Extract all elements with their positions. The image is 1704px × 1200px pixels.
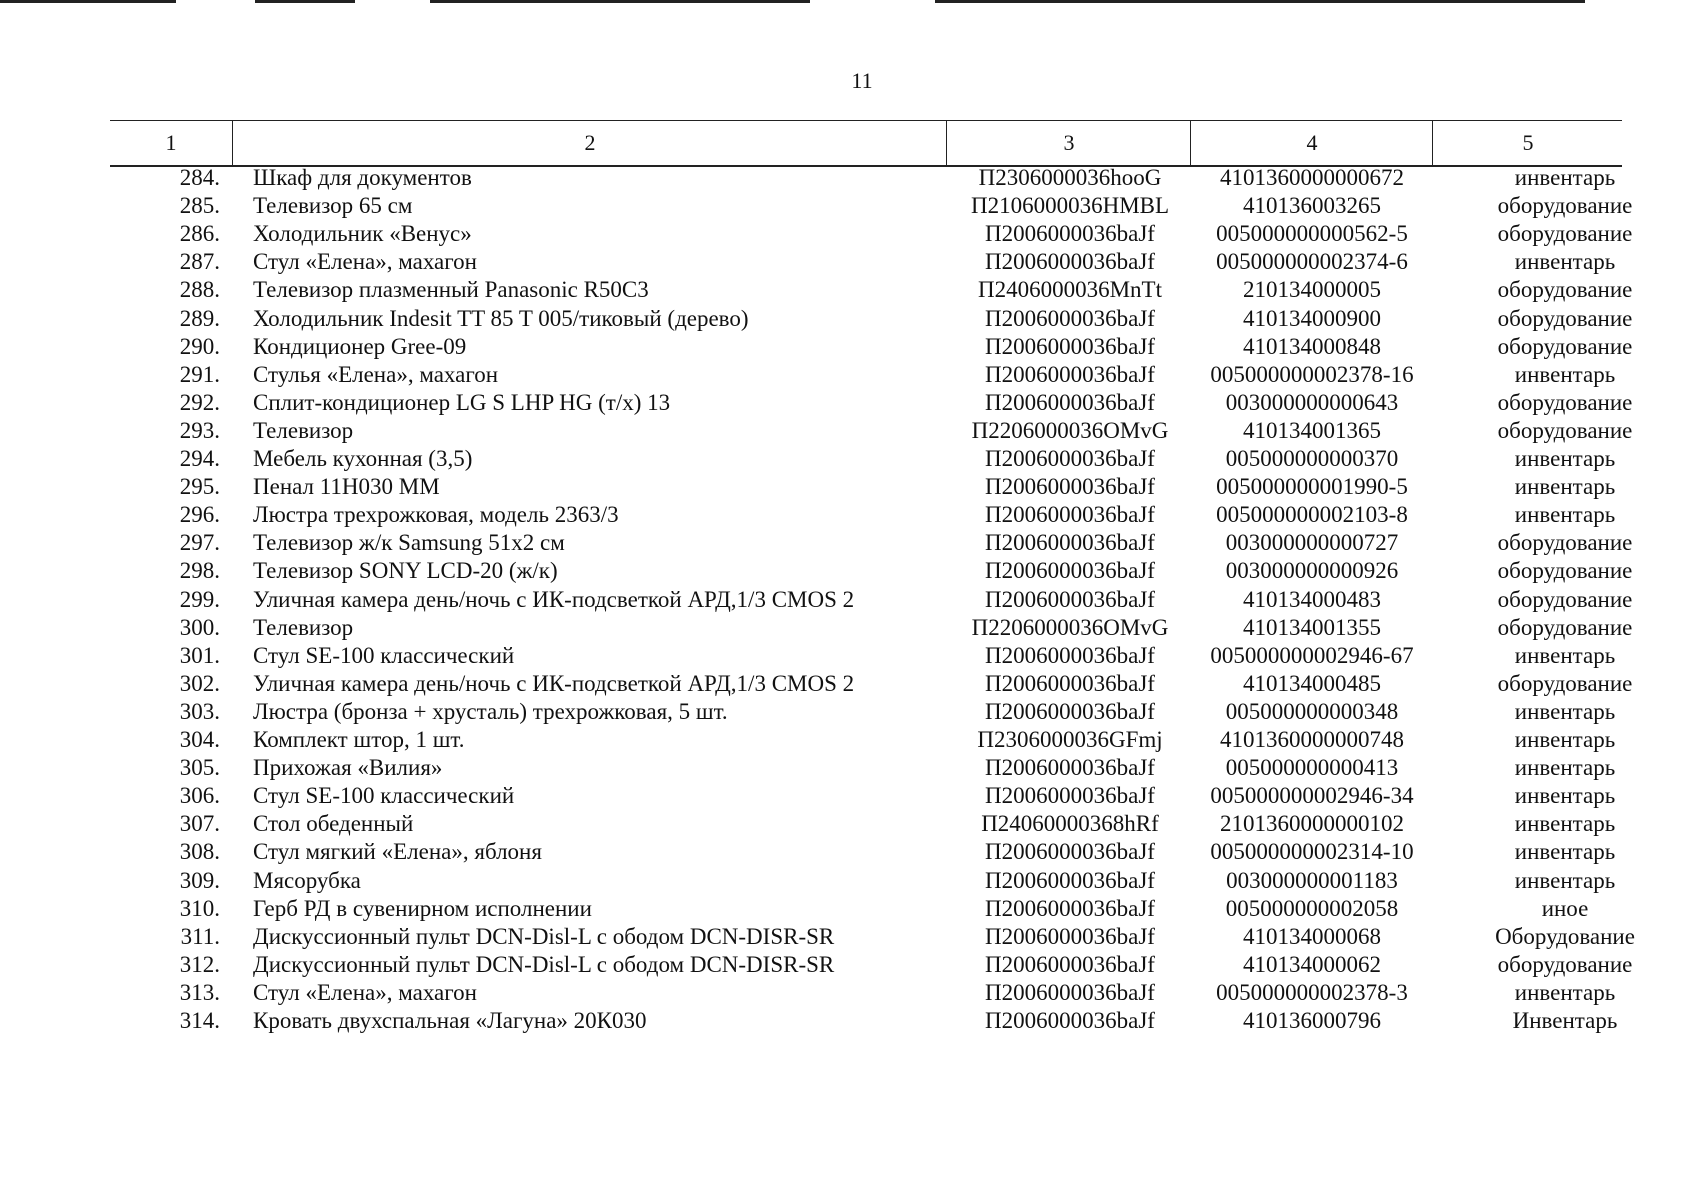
table-row (0, 557, 1704, 585)
inventory-number: 4101360000000672 (1220, 165, 1404, 190)
column-header-1: 1 (165, 130, 177, 155)
row-number: 301. (179, 642, 220, 668)
item-category: оборудование (1497, 305, 1633, 331)
item-name: Уличная камера день/ночь с ИК-подсветкой АРД,1/3 CMOS 2 (253, 670, 855, 696)
inventory-number: 4101360000000748 (1220, 727, 1404, 752)
item-category: Оборудование (1495, 923, 1635, 949)
item-category: оборудование (1497, 614, 1633, 640)
table-header (110, 120, 1622, 167)
item-category: оборудование (1497, 951, 1633, 977)
item-name: Кондиционер Gree-09 (253, 333, 467, 359)
item-category: инвентарь (1514, 867, 1616, 893)
row-number: 309. (179, 867, 220, 893)
row-number: 304. (179, 727, 220, 752)
item-code: П2006000036baJf (985, 1008, 1155, 1033)
item-name: Холодильник «Венус» (253, 221, 472, 247)
item-code: П2406000036MnTt (978, 277, 1162, 303)
item-code: П2006000036baJf (985, 839, 1155, 865)
item-name: Мебель кухонная (3,5) (253, 446, 473, 471)
item-category: инвентарь (1514, 502, 1616, 528)
inventory-number: 410134000068 (1243, 923, 1381, 949)
inventory-number: 410134000483 (1243, 586, 1381, 612)
row-number: 307. (179, 811, 220, 837)
table-row (0, 726, 1704, 754)
item-code: П2006000036baJf (985, 867, 1155, 893)
item-code: П2006000036baJf (985, 333, 1155, 359)
item-name: Телевизор ж/к Samsung 51x2 см (253, 530, 565, 556)
item-code: П2006000036baJf (985, 249, 1155, 275)
item-name: Прихожая «Вилия» (253, 755, 443, 781)
inventory-number: 005000000002946-34 (1210, 783, 1414, 809)
inventory-number: 003000000000727 (1225, 530, 1399, 556)
item-code: П2006000036baJf (985, 586, 1155, 612)
row-number: 299. (179, 586, 220, 612)
inventory-number: 410134000062 (1243, 951, 1381, 977)
row-number: 285. (179, 193, 220, 219)
scan-artifact-line (935, 0, 1585, 3)
table-row (0, 838, 1704, 866)
item-category: инвентарь (1514, 783, 1616, 809)
table-row (0, 473, 1704, 501)
inventory-number: 410134001365 (1243, 417, 1381, 443)
item-category: инвентарь (1514, 811, 1616, 837)
item-category: инвентарь (1514, 727, 1616, 752)
table-row (0, 529, 1704, 557)
item-code: П2006000036baJf (985, 558, 1155, 584)
inventory-number: 005000000000370 (1225, 446, 1399, 471)
row-number: 296. (179, 502, 220, 528)
inventory-number: 410136000796 (1243, 1008, 1381, 1033)
row-number: 308. (179, 839, 220, 865)
column-header-5: 5 (1432, 121, 1623, 165)
item-category: оборудование (1497, 417, 1633, 443)
item-name: Телевизор (253, 614, 354, 640)
inventory-number: 005000000002378-3 (1216, 979, 1408, 1005)
inventory-number: 410134001355 (1243, 614, 1381, 640)
inventory-number: 003000000000643 (1225, 389, 1399, 415)
row-number: 292. (179, 389, 220, 415)
table-row (0, 698, 1704, 726)
row-number: 313. (179, 979, 220, 1005)
item-category: инвентарь (1514, 979, 1616, 1005)
item-name: Стулья «Елена», махагон (253, 361, 499, 387)
column-header-3: 3 (946, 121, 1191, 165)
item-code: П2006000036baJf (985, 361, 1155, 387)
item-category: инвентарь (1514, 642, 1616, 668)
table-row (0, 670, 1704, 698)
item-category: инвентарь (1514, 698, 1616, 724)
item-category: оборудование (1497, 277, 1633, 303)
item-code: П2006000036baJf (985, 446, 1155, 471)
inventory-number: 210134000005 (1243, 277, 1381, 303)
item-code: П2006000036baJf (985, 389, 1155, 415)
item-name: Холодильник Indesit TT 85 T 005/тиковый (дерево) (253, 305, 749, 331)
item-category: оборудование (1497, 333, 1633, 359)
item-name: Мясорубка (253, 867, 361, 893)
item-category: оборудование (1497, 586, 1633, 612)
column-header-2: 2 (232, 121, 947, 165)
item-code: П2006000036baJf (985, 755, 1155, 781)
item-name: Уличная камера день/ночь с ИК-подсветкой АРД,1/3 CMOS 2 (253, 586, 855, 612)
row-number: 298. (179, 558, 220, 584)
item-code: П2006000036baJf (985, 698, 1155, 724)
table-row (0, 754, 1704, 782)
item-name: Люстра трехрожковая, модель 2363/3 (253, 502, 619, 528)
inventory-number: 410136003265 (1243, 193, 1381, 219)
table-row (0, 951, 1704, 979)
row-number: 290. (179, 333, 220, 359)
item-category: оборудование (1497, 558, 1633, 584)
item-code: П2006000036baJf (985, 670, 1155, 696)
inventory-number: 005000000000562-5 (1216, 221, 1408, 247)
item-category: инвентарь (1514, 249, 1616, 275)
item-code: П2206000036OMvG (971, 614, 1169, 640)
item-name: Телевизор SONY LCD-20 (ж/к) (253, 558, 558, 584)
scan-artifact-line (255, 0, 355, 3)
table-row (0, 248, 1704, 276)
item-category: инвентарь (1514, 474, 1616, 500)
row-number: 287. (179, 249, 220, 275)
item-category: оборудование (1497, 530, 1633, 556)
table-row (0, 276, 1704, 304)
item-name: Стул мягкий «Елена», яблоня (253, 839, 542, 865)
page-number: 11 (851, 68, 873, 93)
item-category: Инвентарь (1512, 1008, 1618, 1033)
column-header-4: 4 (1190, 121, 1433, 165)
row-number: 303. (179, 698, 220, 724)
row-number: 306. (179, 783, 220, 809)
row-number: 311. (180, 923, 220, 949)
inventory-number: 005000000002374-6 (1216, 249, 1408, 275)
row-number: 294. (179, 446, 220, 471)
table-row (0, 979, 1704, 1007)
inventory-number: 005000000000348 (1225, 698, 1399, 724)
table-row (0, 192, 1704, 220)
scan-artifact-line (430, 0, 810, 3)
item-name: Стул SE-100 классический (253, 642, 515, 668)
item-code: П2006000036baJf (985, 474, 1155, 500)
item-category: оборудование (1497, 221, 1633, 247)
inventory-number: 410134000900 (1243, 305, 1381, 331)
item-name: Пенал 11Н030 ММ (253, 474, 440, 500)
inventory-number: 005000000001990-5 (1216, 474, 1408, 500)
row-number: 293. (179, 417, 220, 443)
inventory-number: 003000000001183 (1226, 867, 1398, 893)
row-number: 291. (179, 361, 220, 387)
item-name: Сплит-кондиционер LG S LHP HG (т/х) 13 (253, 389, 671, 415)
table-row (0, 867, 1704, 895)
table-row (0, 1007, 1704, 1035)
row-number: 310. (179, 895, 220, 921)
item-category: инвентарь (1514, 839, 1616, 865)
inventory-number: 005000000000413 (1225, 755, 1399, 781)
table-row (0, 445, 1704, 473)
inventory-number: 005000000002378-16 (1210, 361, 1414, 387)
item-code: П2006000036baJf (985, 951, 1155, 977)
item-name: Телевизор (253, 417, 354, 443)
scan-artifact-line (0, 0, 176, 3)
table-row (0, 810, 1704, 838)
inventory-number: 005000000002058 (1225, 895, 1399, 921)
item-name: Телевизор 65 см (253, 193, 413, 219)
item-code: П2006000036baJf (985, 642, 1155, 668)
table-row (0, 782, 1704, 810)
item-category: инвентарь (1514, 361, 1616, 387)
row-number: 295. (179, 474, 220, 500)
item-code: П2106000036HMBL (970, 193, 1170, 219)
item-code: П2206000036OMvG (971, 417, 1169, 443)
table-row (0, 164, 1704, 192)
item-name: Стол обеденный (253, 811, 414, 837)
inventory-number: 410134000848 (1243, 333, 1381, 359)
row-number: 289. (179, 305, 220, 331)
table-row (0, 333, 1704, 361)
item-name: Стул «Елена», махагон (253, 249, 477, 275)
item-code: П24060000368hRf (981, 811, 1159, 837)
item-code: П2006000036baJf (985, 923, 1155, 949)
item-category: оборудование (1497, 670, 1633, 696)
inventory-number: 005000000002314-10 (1210, 839, 1414, 865)
item-name: Комплект штор, 1 шт. (253, 727, 465, 752)
table-row (0, 895, 1704, 923)
table-row (0, 501, 1704, 529)
item-name: Стул «Елена», махагон (253, 979, 477, 1005)
row-number: 286. (179, 221, 220, 247)
item-category: оборудование (1497, 389, 1633, 415)
item-code: П2006000036baJf (985, 783, 1155, 809)
row-number: 297. (179, 530, 220, 556)
row-number: 314. (179, 1008, 220, 1033)
item-category: инвентарь (1514, 165, 1616, 190)
item-code: П2006000036baJf (985, 221, 1155, 247)
inventory-number: 005000000002103-8 (1216, 502, 1408, 528)
item-name: Стул SE-100 классический (253, 783, 515, 809)
table-row (0, 614, 1704, 642)
item-code: П2006000036baJf (985, 305, 1155, 331)
table-row (0, 417, 1704, 445)
item-code: П2306000036hooG (978, 165, 1162, 190)
table-row (0, 305, 1704, 333)
inventory-number: 005000000002946-67 (1210, 642, 1414, 668)
row-number: 302. (179, 670, 220, 696)
table-row (0, 586, 1704, 614)
item-name: Герб РД в сувенирном исполнении (253, 895, 592, 921)
item-name: Люстра (бронза + хрусталь) трехрожковая, 5 шт. (253, 698, 728, 724)
item-name: Телевизор плазменный Panasonic R50C3 (253, 277, 649, 303)
table-row (0, 642, 1704, 670)
inventory-number: 2101360000000102 (1220, 811, 1404, 837)
inventory-number: 410134000485 (1243, 670, 1381, 696)
row-number: 284. (179, 165, 220, 190)
row-number: 312. (179, 951, 220, 977)
row-number: 288. (179, 277, 220, 303)
item-code: П2006000036baJf (985, 979, 1155, 1005)
item-category: инвентарь (1514, 755, 1616, 781)
table-row (0, 361, 1704, 389)
item-name: Шкаф для документов (253, 165, 472, 190)
item-code: П2306000036GFmj (977, 727, 1163, 752)
item-name: Дискуссионный пульт DCN-Disl-L с ободом DCN-DISR-SR (253, 951, 835, 977)
item-code: П2006000036baJf (985, 530, 1155, 556)
item-category: иное (1541, 895, 1589, 921)
item-category: оборудование (1497, 193, 1633, 219)
table-row (0, 923, 1704, 951)
item-category: инвентарь (1514, 446, 1616, 471)
row-number: 305. (179, 755, 220, 781)
item-code: П2006000036baJf (985, 502, 1155, 528)
row-number: 300. (179, 614, 220, 640)
item-code: П2006000036baJf (985, 895, 1155, 921)
table-row (0, 220, 1704, 248)
table-row (0, 389, 1704, 417)
item-name: Дискуссионный пульт DCN-Disl-L с ободом DCN-DISR-SR (253, 923, 835, 949)
inventory-number: 003000000000926 (1225, 558, 1399, 584)
item-name: Кровать двухспальная «Лагуна» 20К030 (253, 1008, 647, 1033)
